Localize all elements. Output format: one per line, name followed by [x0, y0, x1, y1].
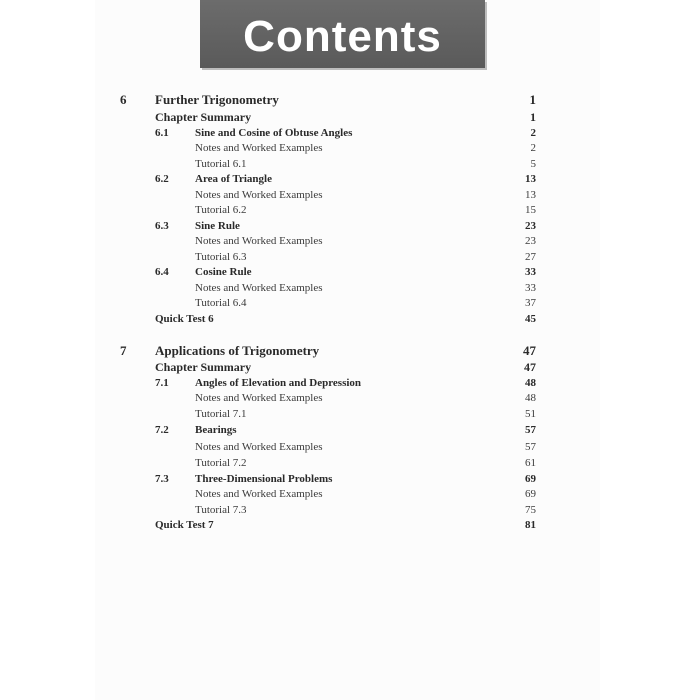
page-number: 47 — [524, 360, 536, 374]
page-number: 23 — [525, 220, 536, 232]
section-number: 7.1 — [155, 377, 169, 389]
toc-tutorial-row[interactable] — [118, 295, 536, 311]
page-number: 5 — [530, 158, 536, 170]
quick-test-label: Quick Test 6 — [155, 313, 214, 325]
tutorial-label: Tutorial 6.4 — [195, 297, 247, 309]
page-number: 57 — [525, 424, 536, 436]
toc-quick-test-row[interactable] — [118, 517, 536, 533]
section-number: 6.3 — [155, 220, 169, 232]
page-number: 69 — [525, 473, 536, 485]
section-number: 6.1 — [155, 127, 169, 139]
page-number: 1 — [529, 92, 536, 107]
toc-notes-row[interactable] — [118, 439, 536, 455]
notes-label: Notes and Worked Examples — [195, 488, 323, 500]
section-number: 6.4 — [155, 266, 169, 278]
section-number: 7.2 — [155, 424, 169, 436]
section-title: Bearings — [195, 424, 237, 436]
tutorial-label: Tutorial 7.3 — [195, 504, 247, 516]
section-title: Sine Rule — [195, 220, 240, 232]
toc-tutorial-row[interactable] — [118, 202, 536, 218]
page-number: 37 — [525, 297, 536, 309]
toc-notes-row[interactable] — [118, 233, 536, 249]
notes-label: Notes and Worked Examples — [195, 142, 323, 154]
page-number: 13 — [525, 173, 536, 185]
section-number: 7.3 — [155, 473, 169, 485]
page-number: 13 — [525, 189, 536, 201]
summary-label: Chapter Summary — [155, 360, 252, 374]
page-number: 51 — [525, 408, 536, 420]
toc-tutorial-row[interactable] — [118, 406, 536, 422]
page-number: 45 — [525, 313, 536, 325]
section-title: Sine and Cosine of Obtuse Angles — [195, 127, 353, 139]
page-number: 47 — [523, 343, 536, 358]
notes-label: Notes and Worked Examples — [195, 441, 323, 453]
toc-tutorial-row[interactable] — [118, 455, 536, 471]
toc-section-row[interactable] — [118, 375, 536, 391]
notes-label: Notes and Worked Examples — [195, 189, 323, 201]
toc-notes-row[interactable] — [118, 140, 536, 156]
tutorial-label: Tutorial 7.1 — [195, 408, 247, 420]
toc-section-row[interactable] — [118, 171, 536, 187]
notes-label: Notes and Worked Examples — [195, 235, 323, 247]
page-number: 48 — [525, 392, 536, 404]
tutorial-label: Tutorial 7.2 — [195, 457, 247, 469]
page-number: 23 — [525, 235, 536, 247]
page-number: 33 — [525, 282, 536, 294]
chapter-number: 6 — [120, 92, 127, 107]
toc-chapter-row[interactable] — [118, 92, 536, 108]
toc-section-row[interactable] — [118, 471, 536, 487]
section-title: Area of Triangle — [195, 173, 272, 185]
page-number: 81 — [525, 519, 536, 531]
page-number: 75 — [525, 504, 536, 516]
toc-tutorial-row[interactable] — [118, 249, 536, 265]
toc-tutorial-row[interactable] — [118, 156, 536, 172]
tutorial-label: Tutorial 6.3 — [195, 251, 247, 263]
chapter-number: 7 — [120, 343, 127, 358]
section-title: Three-Dimensional Problems — [195, 473, 333, 485]
page-number: 33 — [525, 266, 536, 278]
tutorial-label: Tutorial 6.1 — [195, 158, 247, 170]
tutorial-label: Tutorial 6.2 — [195, 204, 247, 216]
toc-notes-row[interactable] — [118, 187, 536, 203]
toc-summary-row[interactable] — [118, 359, 536, 375]
toc-chapter-row[interactable] — [118, 343, 536, 359]
page-number: 48 — [525, 377, 536, 389]
toc-notes-row[interactable] — [118, 486, 536, 502]
chapter-title: Applications of Trigonometry — [155, 343, 320, 358]
page-number: 2 — [530, 127, 536, 139]
toc-section-row[interactable] — [118, 264, 536, 280]
toc-section-row[interactable] — [118, 422, 536, 438]
page-number: 27 — [525, 251, 536, 263]
page-number: 61 — [525, 457, 536, 469]
section-title: Angles of Elevation and Depression — [195, 377, 362, 389]
toc-section-row[interactable] — [118, 125, 536, 141]
toc-notes-row[interactable] — [118, 390, 536, 406]
page-number: 1 — [530, 110, 536, 124]
toc-section-row[interactable] — [118, 218, 536, 234]
toc-quick-test-row[interactable] — [118, 311, 536, 327]
section-title: Cosine Rule — [195, 266, 252, 278]
page-number: 2 — [530, 142, 536, 154]
quick-test-label: Quick Test 7 — [155, 519, 214, 531]
toc-summary-row[interactable] — [118, 109, 536, 125]
toc-notes-row[interactable] — [118, 280, 536, 296]
summary-label: Chapter Summary — [155, 110, 252, 124]
notes-label: Notes and Worked Examples — [195, 282, 323, 294]
toc-tutorial-row[interactable] — [118, 502, 536, 518]
notes-label: Notes and Worked Examples — [195, 392, 323, 404]
page-number: 57 — [525, 441, 536, 453]
section-number: 6.2 — [155, 173, 169, 185]
page-number: 15 — [525, 204, 536, 216]
chapter-title: Further Trigonometry — [155, 92, 279, 107]
page-number: 69 — [525, 488, 536, 500]
page-title: Contents — [243, 12, 442, 61]
